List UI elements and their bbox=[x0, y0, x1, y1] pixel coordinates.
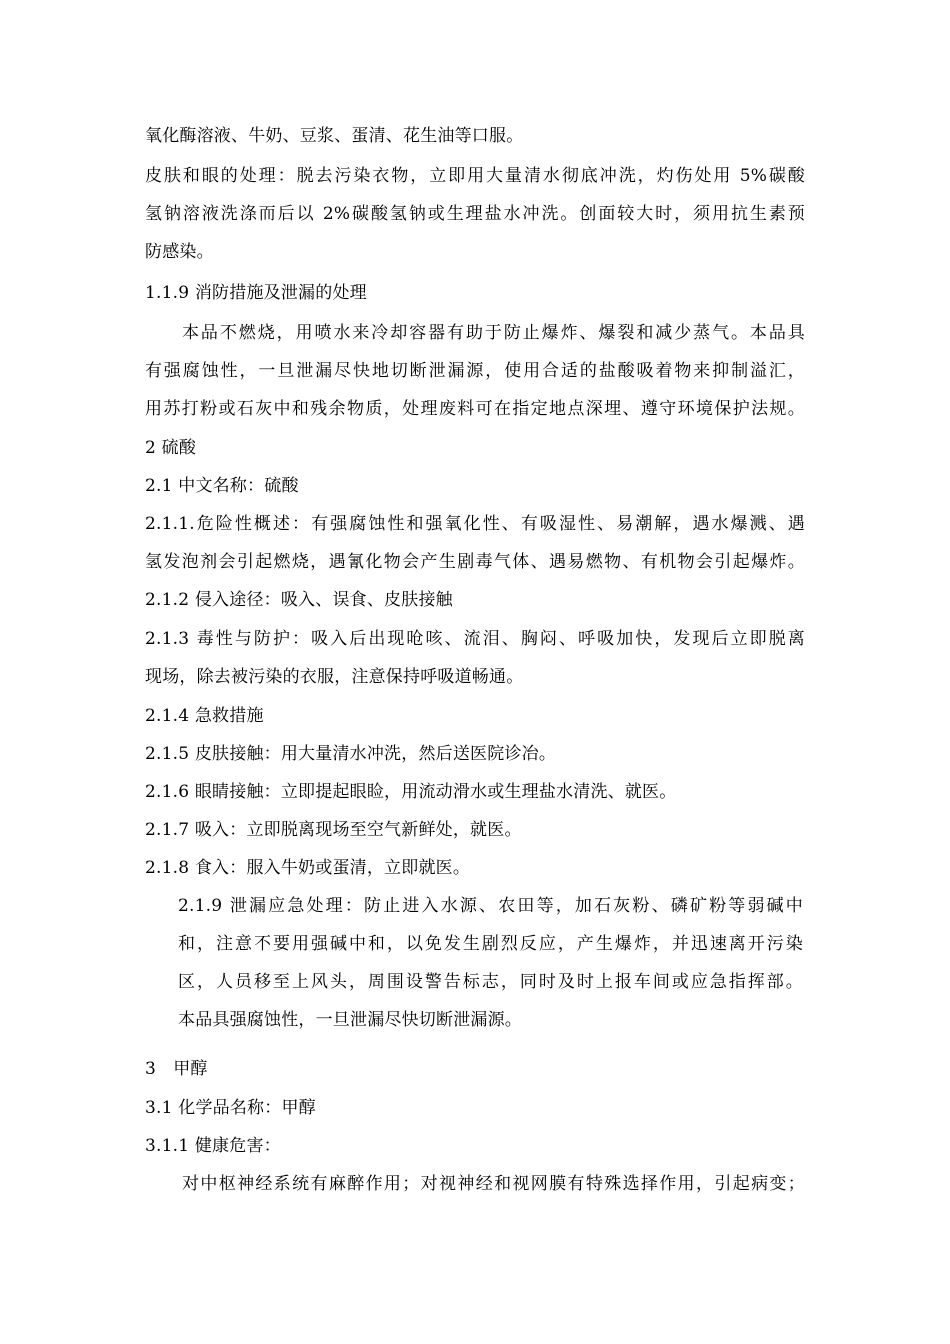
text-line: 氧化酶溶液、牛奶、豆浆、蛋清、花生油等口服。 bbox=[145, 126, 524, 146]
text-line: 现场，除去被污染的衣服，注意保持呼吸道畅通。 bbox=[145, 667, 524, 687]
section-heading: 1.1.9 消防措施及泄漏的处理 bbox=[145, 283, 367, 303]
text-line: 防感染。 bbox=[145, 242, 214, 262]
text-line: 皮肤和眼的处理：脱去污染衣物，立即用大量清水彻底冲洗，灼伤处用 5%碳酸 bbox=[145, 166, 805, 186]
text-line: 氢发泡剂会引起燃烧，遇氰化物会产生剧毒气体、遇易燃物、有机物会引起爆炸。 bbox=[145, 552, 805, 572]
text-line: 2.1.7 吸入：立即脱离现场至空气新鲜处，就医。 bbox=[145, 820, 522, 840]
text-line: 2.1.6 眼睛接触：立即提起眼睑，用流动滑水或生理盐水清洗、就医。 bbox=[145, 782, 677, 802]
text-line: 2.1.2 侵入途径：吸入、误食、皮肤接触 bbox=[145, 590, 453, 610]
text-line: 2.1.5 皮肤接触：用大量清水冲洗，然后送医院诊冶。 bbox=[145, 744, 557, 764]
text-line: 有强腐蚀性，一旦泄漏尽快地切断泄漏源，使用合适的盐酸吸着物来抑制溢汇， bbox=[145, 361, 805, 381]
text-line: 区，人员移至上风头，周围设警告标志，同时及时上报车间或应急指挥部。 bbox=[178, 972, 803, 992]
text-line: 氢钠溶液洗涤而后以 2%碳酸氢钠或生理盐水冲洗。创面较大时，须用抗生素预 bbox=[145, 204, 805, 224]
text-line: 本品不燃烧，用喷水来冷却容器有助于防止爆炸、爆裂和减少蒸气。本品具 bbox=[182, 323, 805, 343]
section-heading: 2.1 中文名称：硫酸 bbox=[145, 476, 299, 496]
section-heading: 2.1.4 急救措施 bbox=[145, 706, 264, 726]
section-heading: 3.1 化学品名称：甲醇 bbox=[145, 1098, 316, 1118]
text-line: 2.1.3 毒性与防护：吸入后出现呛咳、流泪、胸闷、呼吸加快，发现后立即脱离 bbox=[145, 629, 805, 649]
section-heading: 3.1.1 健康危害： bbox=[145, 1136, 281, 1156]
section-heading: 3 甲醇 bbox=[145, 1059, 208, 1079]
text-line: 2.1.8 食入：服入牛奶或蛋清，立即就医。 bbox=[145, 858, 471, 878]
section-heading: 2 硫酸 bbox=[145, 438, 197, 458]
text-line: 2.1.1.危险性概述：有强腐蚀性和强氧化性、有吸湿性、易潮解，遇水爆溅、遇 bbox=[145, 514, 805, 534]
text-line: 和，注意不要用强碱中和，以免发生剧烈反应，产生爆炸，并迅速离开污染 bbox=[178, 934, 803, 954]
text-line: 对中枢神经系统有麻醉作用；对视神经和视网膜有特殊选择作用，引起病变； bbox=[182, 1174, 805, 1194]
text-line: 2.1.9 泄漏应急处理：防止进入水源、农田等，加石灰粉、磷矿粉等弱碱中 bbox=[178, 896, 803, 916]
text-line: 本品具强腐蚀性，一旦泄漏尽快切断泄漏源。 bbox=[178, 1010, 522, 1030]
text-line: 用苏打粉或石灰中和残余物质，处理废料可在指定地点深埋、遵守环境保护法规。 bbox=[145, 399, 805, 419]
